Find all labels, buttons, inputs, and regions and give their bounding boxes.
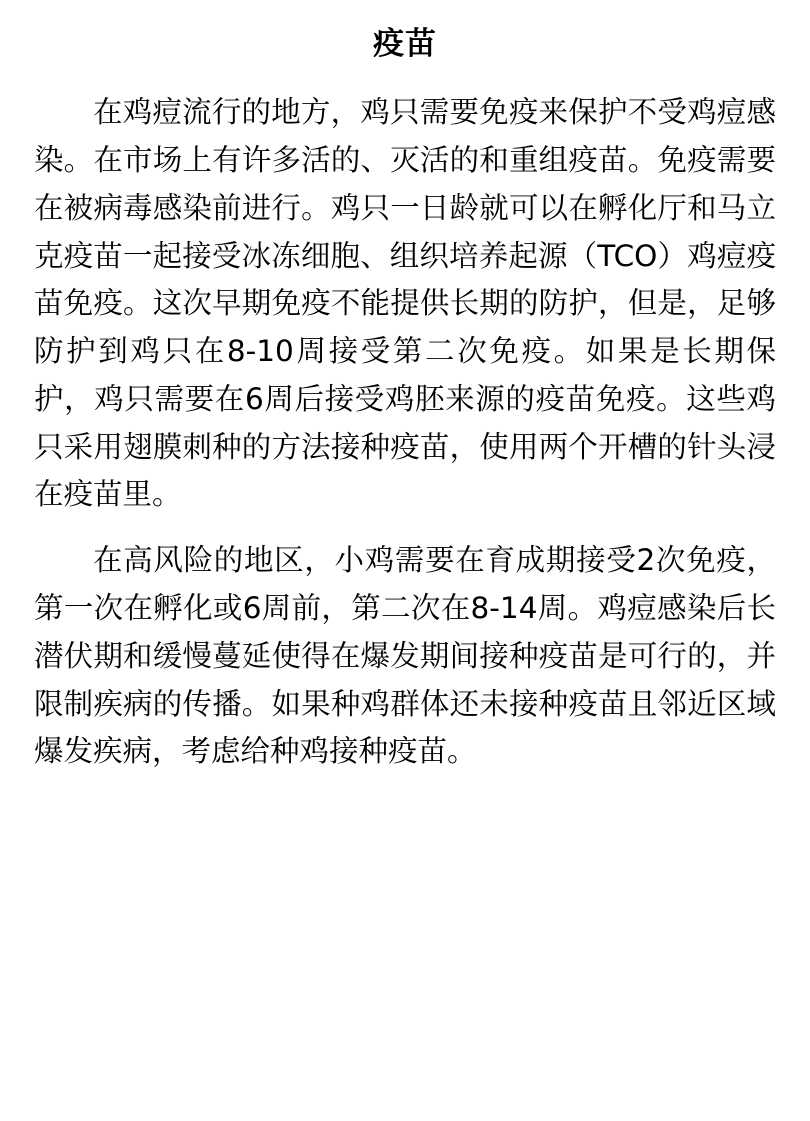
paragraph-1: 在鸡痘流行的地方，鸡只需要免疫来保护不受鸡痘感染。在市场上有许多活的、灭活的和重组疫苗。免疫需要在被病毒感染前进行。鸡只一日龄就可以在孵化厅和马立克疫苗一起接受冰冻细胞、组织培养起源（TCO）鸡痘疫苗免疫。这次早期免疫不能提供长期的防护，但是，足够防护到鸡只在8-10周接受第二次免疫。如果是长期保护，鸡只需要在6周后接受鸡胚来源的疫苗免疫。这些鸡只采用翅膜刺种的方法接种疫苗，使用两个开槽的针头浸在疫苗里。: [34, 95, 776, 512]
page-title: 疫苗: [373, 26, 437, 62]
paragraph-2: 在高风险的地区，小鸡需要在育成期接受2次免疫，第一次在孵化或6周前，第二次在8-14周。鸡痘感染后长潜伏期和缓慢蔓延使得在爆发期间接种疫苗是可行的，并限制疾病的传播。如果种鸡群体还未接种疫苗且邻近区域爆发疾病，考虑给种鸡接种疫苗。: [34, 543, 776, 769]
